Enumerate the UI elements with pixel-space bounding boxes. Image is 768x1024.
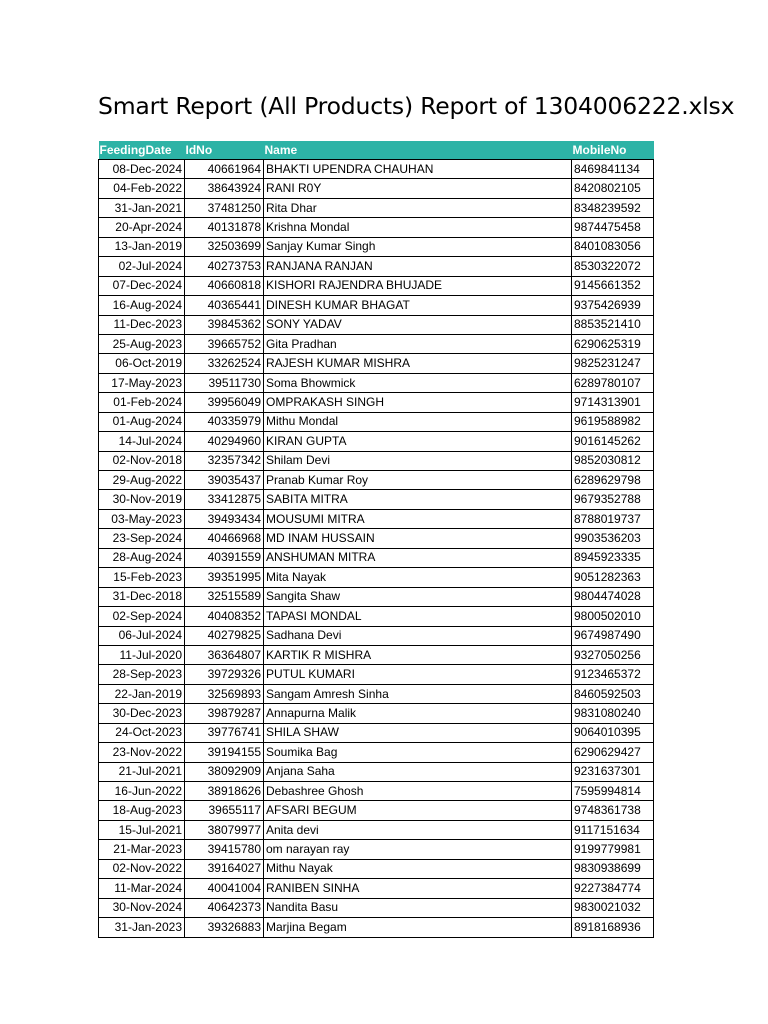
mobile-no-cell: 9831080240	[572, 704, 654, 723]
name-cell: Sangita Shaw	[264, 587, 572, 606]
id-no-cell: 40642373	[185, 898, 264, 917]
mobile-no-cell: 6290629427	[572, 743, 654, 762]
feeding-date-cell: 15-Jul-2021	[99, 820, 185, 839]
mobile-no-cell: 9145661352	[572, 276, 654, 295]
id-no-cell: 39326883	[185, 918, 264, 937]
id-no-cell: 39879287	[185, 704, 264, 723]
id-no-cell: 33412875	[185, 490, 264, 509]
feeding-date-cell: 24-Oct-2023	[99, 723, 185, 742]
report-title: Smart Report (All Products) Report of 1304006222.xlsx	[98, 92, 735, 120]
table-row	[99, 257, 654, 276]
table-row	[99, 451, 654, 470]
feeding-date-cell: 13-Jan-2019	[99, 237, 185, 256]
feeding-date-cell: 30-Nov-2024	[99, 898, 185, 917]
feeding-date-cell: 14-Jul-2024	[99, 432, 185, 451]
name-cell: om narayan ray	[264, 840, 572, 859]
feeding-date-cell: 02-Jul-2024	[99, 257, 185, 276]
name-cell: RANJANA RANJAN	[264, 257, 572, 276]
mobile-no-cell: 9016145262	[572, 432, 654, 451]
feeding-date-cell: 02-Nov-2022	[99, 859, 185, 878]
feeding-date-cell: 18-Aug-2023	[99, 801, 185, 820]
feeding-date-cell: 11-Jul-2020	[99, 645, 185, 664]
id-no-cell: 40294960	[185, 432, 264, 451]
table-row	[99, 490, 654, 509]
id-no-cell: 39035437	[185, 471, 264, 490]
feeding-date-cell: 11-Mar-2024	[99, 879, 185, 898]
table-row	[99, 160, 654, 179]
mobile-no-cell: 6289629798	[572, 471, 654, 490]
mobile-no-cell: 9375426939	[572, 296, 654, 315]
table-row	[99, 762, 654, 781]
mobile-no-cell: 7595994814	[572, 782, 654, 801]
id-no-cell: 39415780	[185, 840, 264, 859]
name-cell: SABITA MITRA	[264, 490, 572, 509]
mobile-no-cell: 9830021032	[572, 898, 654, 917]
feeding-date-cell: 23-Nov-2022	[99, 743, 185, 762]
table-row	[99, 645, 654, 664]
id-no-cell: 39493434	[185, 509, 264, 528]
id-no-cell: 40273753	[185, 257, 264, 276]
feeding-date-cell: 29-Aug-2022	[99, 471, 185, 490]
name-cell: SHILA SHAW	[264, 723, 572, 742]
table-row	[99, 393, 654, 412]
table-row	[99, 471, 654, 490]
name-cell: Debashree Ghosh	[264, 782, 572, 801]
table-row	[99, 218, 654, 237]
mobile-no-cell: 9800502010	[572, 607, 654, 626]
feeding-date-cell: 06-Oct-2019	[99, 354, 185, 373]
mobile-no-cell: 9830938699	[572, 859, 654, 878]
table-row	[99, 840, 654, 859]
id-no-cell: 38092909	[185, 762, 264, 781]
table-row	[99, 704, 654, 723]
id-no-cell: 39511730	[185, 373, 264, 392]
id-no-cell: 39956049	[185, 393, 264, 412]
id-no-cell: 32569893	[185, 684, 264, 703]
feeding-date-cell: 03-May-2023	[99, 509, 185, 528]
report-table	[98, 141, 654, 938]
id-no-cell: 39164027	[185, 859, 264, 878]
name-cell: Nandita Basu	[264, 898, 572, 917]
table-row	[99, 782, 654, 801]
column-header-id-no: IdNo	[185, 141, 264, 160]
name-cell: Annapurna Malik	[264, 704, 572, 723]
mobile-no-cell: 9903536203	[572, 529, 654, 548]
name-cell: Soma Bhowmick	[264, 373, 572, 392]
name-cell: OMPRAKASH SINGH	[264, 393, 572, 412]
name-cell: SONY YADAV	[264, 315, 572, 334]
table-row	[99, 296, 654, 315]
name-cell: Anita devi	[264, 820, 572, 839]
feeding-date-cell: 07-Dec-2024	[99, 276, 185, 295]
table-row	[99, 315, 654, 334]
id-no-cell: 33262524	[185, 354, 264, 373]
feeding-date-cell: 31-Jan-2021	[99, 198, 185, 217]
id-no-cell: 40279825	[185, 626, 264, 645]
name-cell: AFSARI BEGUM	[264, 801, 572, 820]
id-no-cell: 32503699	[185, 237, 264, 256]
table-row	[99, 743, 654, 762]
feeding-date-cell: 17-May-2023	[99, 373, 185, 392]
feeding-date-cell: 20-Apr-2024	[99, 218, 185, 237]
table-row	[99, 198, 654, 217]
feeding-date-cell: 02-Sep-2024	[99, 607, 185, 626]
name-cell: Anjana Saha	[264, 762, 572, 781]
name-cell: Sangam Amresh Sinha	[264, 684, 572, 703]
mobile-no-cell: 9825231247	[572, 354, 654, 373]
table-row	[99, 684, 654, 703]
feeding-date-cell: 25-Aug-2023	[99, 334, 185, 353]
feeding-date-cell: 11-Dec-2023	[99, 315, 185, 334]
table-row	[99, 412, 654, 431]
mobile-no-cell: 9064010395	[572, 723, 654, 742]
mobile-no-cell: 9123465372	[572, 665, 654, 684]
mobile-no-cell: 8420802105	[572, 179, 654, 198]
name-cell: Soumika Bag	[264, 743, 572, 762]
name-cell: PUTUL KUMARI	[264, 665, 572, 684]
feeding-date-cell: 30-Nov-2019	[99, 490, 185, 509]
feeding-date-cell: 16-Jun-2022	[99, 782, 185, 801]
name-cell: Mithu Mondal	[264, 412, 572, 431]
mobile-no-cell: 9199779981	[572, 840, 654, 859]
feeding-date-cell: 01-Feb-2024	[99, 393, 185, 412]
mobile-no-cell: 8788019737	[572, 509, 654, 528]
name-cell: Sanjay Kumar Singh	[264, 237, 572, 256]
mobile-no-cell: 8401083056	[572, 237, 654, 256]
name-cell: Sadhana Devi	[264, 626, 572, 645]
mobile-no-cell: 6289780107	[572, 373, 654, 392]
id-no-cell: 38918626	[185, 782, 264, 801]
mobile-no-cell: 9748361738	[572, 801, 654, 820]
mobile-no-cell: 9619588982	[572, 412, 654, 431]
name-cell: BHAKTI UPENDRA CHAUHAN	[264, 160, 572, 179]
table-row	[99, 179, 654, 198]
feeding-date-cell: 04-Feb-2022	[99, 179, 185, 198]
id-no-cell: 40660818	[185, 276, 264, 295]
table-row	[99, 373, 654, 392]
name-cell: KISHORI RAJENDRA BHUJADE	[264, 276, 572, 295]
mobile-no-cell: 9117151634	[572, 820, 654, 839]
id-no-cell: 39729326	[185, 665, 264, 684]
mobile-no-cell: 9231637301	[572, 762, 654, 781]
feeding-date-cell: 31-Dec-2018	[99, 587, 185, 606]
name-cell: KARTIK R MISHRA	[264, 645, 572, 664]
table-row	[99, 665, 654, 684]
feeding-date-cell: 15-Feb-2023	[99, 568, 185, 587]
feeding-date-cell: 21-Jul-2021	[99, 762, 185, 781]
feeding-date-cell: 31-Jan-2023	[99, 918, 185, 937]
mobile-no-cell: 8918168936	[572, 918, 654, 937]
name-cell: MOUSUMI MITRA	[264, 509, 572, 528]
mobile-no-cell: 8348239592	[572, 198, 654, 217]
id-no-cell: 40041004	[185, 879, 264, 898]
name-cell: DINESH KUMAR BHAGAT	[264, 296, 572, 315]
id-no-cell: 40131878	[185, 218, 264, 237]
name-cell: Gita Pradhan	[264, 334, 572, 353]
name-cell: KIRAN GUPTA	[264, 432, 572, 451]
mobile-no-cell: 9804474028	[572, 587, 654, 606]
column-header-feeding-date: FeedingDate	[99, 141, 185, 160]
name-cell: MD INAM HUSSAIN	[264, 529, 572, 548]
feeding-date-cell: 22-Jan-2019	[99, 684, 185, 703]
table-row	[99, 607, 654, 626]
table-row	[99, 859, 654, 878]
name-cell: Rita Dhar	[264, 198, 572, 217]
table-row	[99, 626, 654, 645]
mobile-no-cell: 9327050256	[572, 645, 654, 664]
mobile-no-cell: 8530322072	[572, 257, 654, 276]
feeding-date-cell: 06-Jul-2024	[99, 626, 185, 645]
feeding-date-cell: 01-Aug-2024	[99, 412, 185, 431]
id-no-cell: 40661964	[185, 160, 264, 179]
id-no-cell: 40335979	[185, 412, 264, 431]
mobile-no-cell: 8945923335	[572, 548, 654, 567]
table-row	[99, 879, 654, 898]
mobile-no-cell: 9852030812	[572, 451, 654, 470]
feeding-date-cell: 21-Mar-2023	[99, 840, 185, 859]
table-header	[99, 141, 654, 160]
table-row	[99, 509, 654, 528]
table-row	[99, 587, 654, 606]
table-row	[99, 529, 654, 548]
feeding-date-cell: 23-Sep-2024	[99, 529, 185, 548]
id-no-cell: 37481250	[185, 198, 264, 217]
table-row	[99, 820, 654, 839]
id-no-cell: 36364807	[185, 645, 264, 664]
name-cell: ANSHUMAN MITRA	[264, 548, 572, 567]
table-row	[99, 918, 654, 937]
table-row	[99, 548, 654, 567]
table-row	[99, 898, 654, 917]
id-no-cell: 39351995	[185, 568, 264, 587]
name-cell: TAPASI MONDAL	[264, 607, 572, 626]
id-no-cell: 39194155	[185, 743, 264, 762]
id-no-cell: 40466968	[185, 529, 264, 548]
table-row	[99, 354, 654, 373]
id-no-cell: 38643924	[185, 179, 264, 198]
id-no-cell: 38079977	[185, 820, 264, 839]
feeding-date-cell: 16-Aug-2024	[99, 296, 185, 315]
id-no-cell: 39776741	[185, 723, 264, 742]
id-no-cell: 40408352	[185, 607, 264, 626]
feeding-date-cell: 30-Dec-2023	[99, 704, 185, 723]
name-cell: Shilam Devi	[264, 451, 572, 470]
feeding-date-cell: 02-Nov-2018	[99, 451, 185, 470]
table-row	[99, 568, 654, 587]
table-row	[99, 432, 654, 451]
mobile-no-cell: 9679352788	[572, 490, 654, 509]
name-cell: Krishna Mondal	[264, 218, 572, 237]
name-cell: Mita Nayak	[264, 568, 572, 587]
feeding-date-cell: 28-Aug-2024	[99, 548, 185, 567]
name-cell: Pranab Kumar Roy	[264, 471, 572, 490]
feeding-date-cell: 08-Dec-2024	[99, 160, 185, 179]
name-cell: Mithu Nayak	[264, 859, 572, 878]
table-row	[99, 237, 654, 256]
name-cell: RAJESH KUMAR MISHRA	[264, 354, 572, 373]
mobile-no-cell: 9874475458	[572, 218, 654, 237]
id-no-cell: 32515589	[185, 587, 264, 606]
name-cell: Marjina Begam	[264, 918, 572, 937]
feeding-date-cell: 28-Sep-2023	[99, 665, 185, 684]
id-no-cell: 40365441	[185, 296, 264, 315]
table-row	[99, 801, 654, 820]
name-cell: RANIBEN SINHA	[264, 879, 572, 898]
mobile-no-cell: 8853521410	[572, 315, 654, 334]
mobile-no-cell: 8469841134	[572, 160, 654, 179]
name-cell: RANI R0Y	[264, 179, 572, 198]
table-body	[99, 160, 654, 938]
mobile-no-cell: 6290625319	[572, 334, 654, 353]
mobile-no-cell: 9227384774	[572, 879, 654, 898]
id-no-cell: 39845362	[185, 315, 264, 334]
table-row	[99, 723, 654, 742]
mobile-no-cell: 9714313901	[572, 393, 654, 412]
table-row	[99, 334, 654, 353]
mobile-no-cell: 9051282363	[572, 568, 654, 587]
mobile-no-cell: 8460592503	[572, 684, 654, 703]
table-row	[99, 276, 654, 295]
id-no-cell: 39665752	[185, 334, 264, 353]
header-row	[99, 141, 654, 160]
column-header-mobile-no: MobileNo	[572, 141, 654, 160]
id-no-cell: 32357342	[185, 451, 264, 470]
id-no-cell: 40391559	[185, 548, 264, 567]
id-no-cell: 39655117	[185, 801, 264, 820]
column-header-name: Name	[264, 141, 572, 160]
mobile-no-cell: 9674987490	[572, 626, 654, 645]
